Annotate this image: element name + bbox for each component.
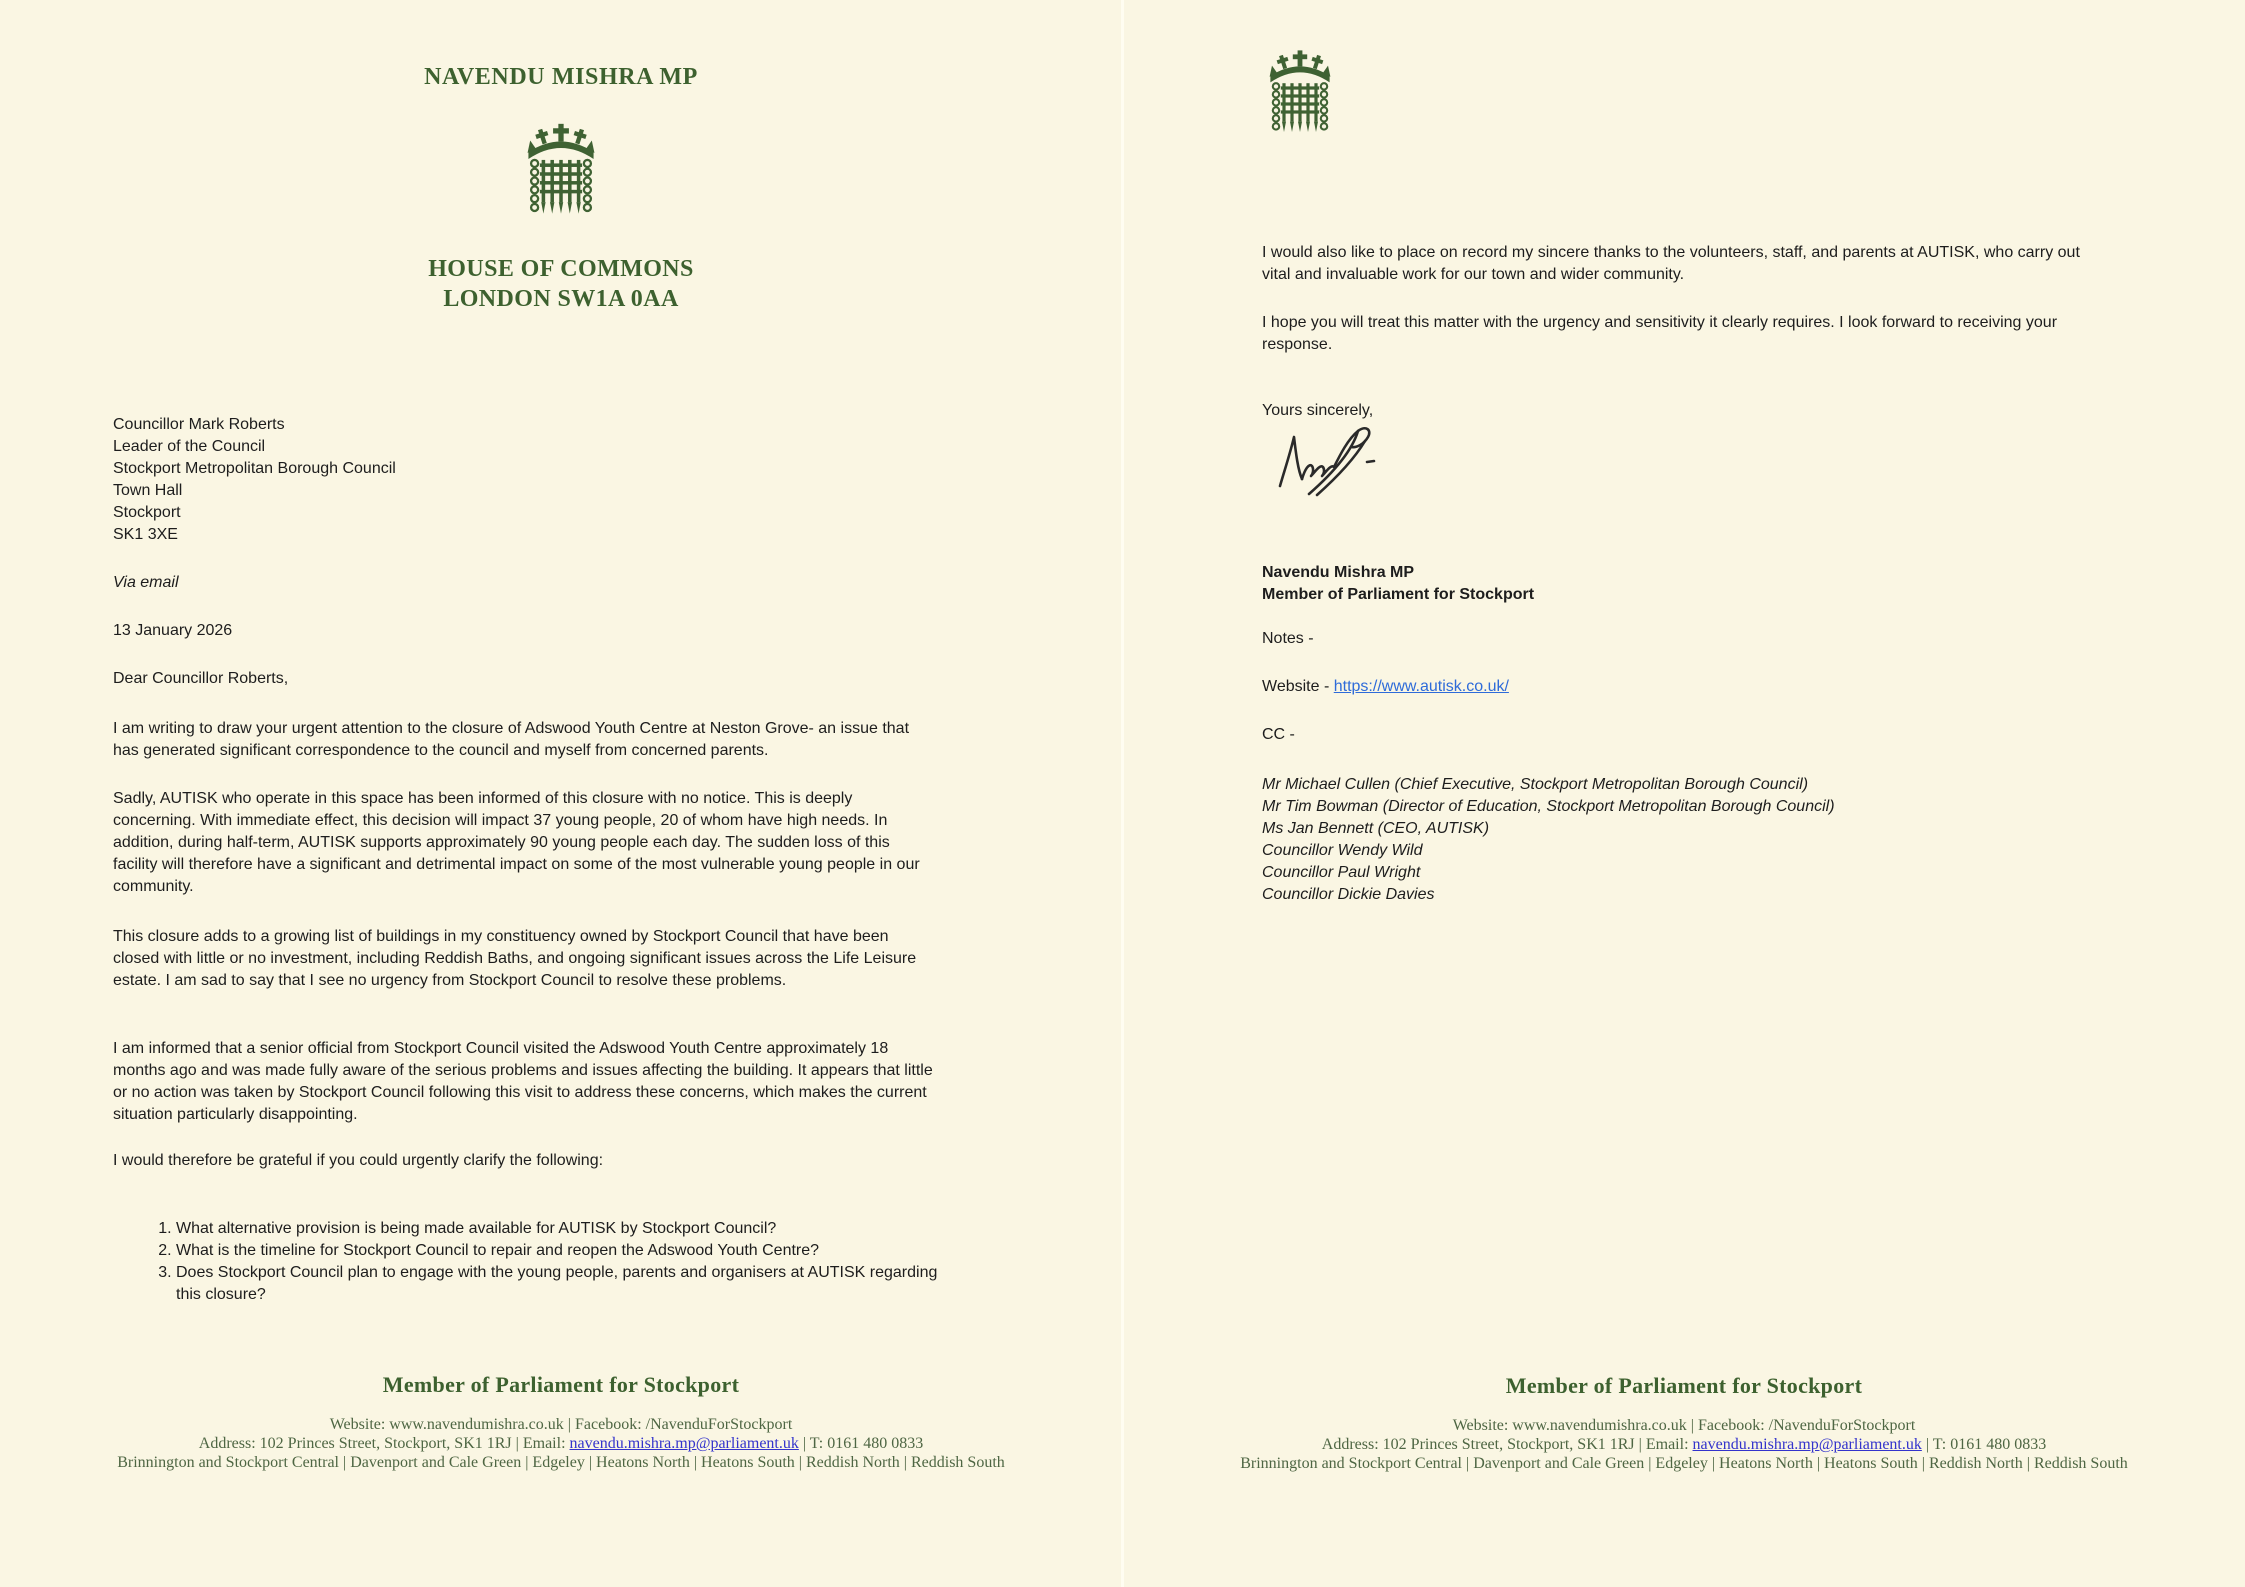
footer-address-text: Address: 102 Princes Street, Stockport, SK1 1RJ | Email: [1321, 1436, 1693, 1453]
footer-title: Member of Parliament for Stockport [1505, 1373, 1863, 1398]
recipient-line: Town Hall [113, 482, 183, 499]
question-item: 2. What is the timeline for Stockport Council to repair and reopen the Adswood Youth Centre? [176, 1240, 947, 1262]
letter-page-1 [0, 0, 1122, 1587]
portcullis-crest-icon [1260, 48, 1340, 144]
footer-web-facebook-line: Website: www.navendumishra.co.uk | Facebook: /NavenduForStockport [1452, 1417, 1916, 1434]
signatory-name: Navendu Mishra MP [1262, 564, 1415, 581]
body-paragraph: I would also like to place on record my sincere thanks to the volunteers, staff, and parents at AUTISK, who carry out vital and invaluable work for our town and wider community. [1262, 244, 2080, 283]
signatory-title: Member of Parliament for Stockport [1262, 586, 1535, 603]
cc-recipient: Mr Michael Cullen (Chief Executive, Stockport Metropolitan Borough Council) [1262, 776, 1809, 793]
autisk-website-line [1262, 678, 1509, 696]
recipient-address [113, 414, 396, 546]
recipient-line: SK1 3XE [113, 526, 178, 543]
body-paragraph: I am informed that a senior official from Stockport Council visited the Adswood Youth Centre approximately 18 months ago and was made fully aware of the serious problems and issues affecting the building. It appears that little or no action was taken by Stockport Council following this visit to address these concerns, which makes the current situation particularly disappointing. [113, 1040, 933, 1123]
letterhead-institution [0, 254, 1122, 314]
signatory-block [1262, 562, 1534, 606]
signature [1273, 424, 1385, 518]
autisk-website-link[interactable]: https://www.autisk.co.uk/ [1333, 678, 1509, 695]
letterhead-institution-line1: HOUSE OF COMMONS [428, 256, 694, 282]
footer-address-text: Address: 102 Princes Street, Stockport, SK1 1RJ | Email: [198, 1435, 570, 1452]
notes-label: Notes - [1262, 630, 1314, 647]
footer-web-facebook-line: Website: www.navendumishra.co.uk | Facebook: /NavenduForStockport [329, 1416, 793, 1433]
recipient-line: Councillor Mark Roberts [113, 416, 285, 433]
footer-title: Member of Parliament for Stockport [382, 1372, 740, 1397]
page-divider [1121, 0, 1124, 1587]
cc-recipients-list [1262, 774, 1835, 906]
footer-constituencies-line: Brinnington and Stockport Central | Davenport and Cale Green | Edgeley | Heatons North | Heatons South | Reddish North | Reddish South [1240, 1455, 2128, 1472]
body-paragraph: Sadly, AUTISK who operate in this space has been informed of this closure with no notice. This is deeply concerning. With immediate effect, this decision will impact 37 young people, 20 of whom have high needs. In addition, during half-term, AUTISK supports approximately 90 young people each day. The sudden loss of this facility will therefore have a significant and detrimental impact on some of the most vulnerable young people in our community. [113, 790, 920, 895]
via-email-note: Via email [113, 574, 179, 591]
salutation: Dear Councillor Roberts, [113, 670, 289, 687]
question-item: 1. What alternative provision is being made available for AUTISK by Stockport Council? [176, 1218, 947, 1240]
page-footer [101, 1372, 1021, 1472]
footer-email-link[interactable]: navendu.mishra.mp@parliament.uk [569, 1435, 799, 1452]
cc-recipient: Councillor Paul Wright [1262, 864, 1421, 881]
body-paragraph: This closure adds to a growing list of buildings in my constituency owned by Stockport Council that have been closed with little or no investment, including Reddish Baths, and ongoing significant issues across the Life Leisure estate. I am sad to say that I see no urgency from Stockport Council to resolve these problems. [113, 928, 917, 989]
recipient-line: Stockport [113, 504, 181, 521]
body-paragraph: I am writing to draw your urgent attention to the closure of Adswood Youth Centre at Neston Grove- an issue that has generated significant correspondence to the council and myself from concerned parents. [113, 720, 910, 759]
cc-label: CC - [1262, 726, 1295, 743]
footer-phone-text: | T: 0161 480 0833 [1921, 1436, 2047, 1453]
letter-page-2 [1123, 0, 2245, 1587]
portcullis-crest-icon [517, 120, 605, 228]
question-item: 3. Does Stockport Council plan to engage with the young people, parents and organisers at AUTISK regarding this closure? [176, 1262, 947, 1306]
letter-date: 13 January 2026 [113, 622, 233, 639]
closing-valediction: Yours sincerely, [1262, 402, 1374, 419]
website-label: Website - [1262, 678, 1334, 695]
cc-recipient: Mr Tim Bowman (Director of Education, Stockport Metropolitan Borough Council) [1262, 798, 1835, 815]
cc-recipient: Councillor Wendy Wild [1262, 842, 1423, 859]
page-footer [1224, 1373, 2144, 1473]
letterhead-mp-name: NAVENDU MISHRA MP [424, 64, 698, 90]
footer-address-line [1224, 1435, 2144, 1454]
questions-list [113, 1218, 947, 1306]
list-intro: I would therefore be grateful if you could urgently clarify the following: [113, 1152, 604, 1169]
cc-recipient: Councillor Dickie Davies [1262, 886, 1435, 903]
footer-address-line [101, 1434, 1021, 1453]
footer-constituencies-line: Brinnington and Stockport Central | Davenport and Cale Green | Edgeley | Heatons North | Heatons South | Reddish North | Reddish South [117, 1454, 1005, 1471]
recipient-line: Leader of the Council [113, 438, 266, 455]
footer-contact-block [101, 1415, 1021, 1472]
letterhead-institution-line2: LONDON SW1A 0AA [443, 286, 679, 312]
cc-recipient: Ms Jan Bennett (CEO, AUTISK) [1262, 820, 1490, 837]
body-paragraph: I hope you will treat this matter with the urgency and sensitivity it clearly requires. I look forward to receiving your response. [1262, 314, 2058, 353]
footer-contact-block [1224, 1416, 2144, 1473]
footer-email-link[interactable]: navendu.mishra.mp@parliament.uk [1692, 1436, 1922, 1453]
recipient-line: Stockport Metropolitan Borough Council [113, 460, 396, 477]
footer-phone-text: | T: 0161 480 0833 [798, 1435, 924, 1452]
